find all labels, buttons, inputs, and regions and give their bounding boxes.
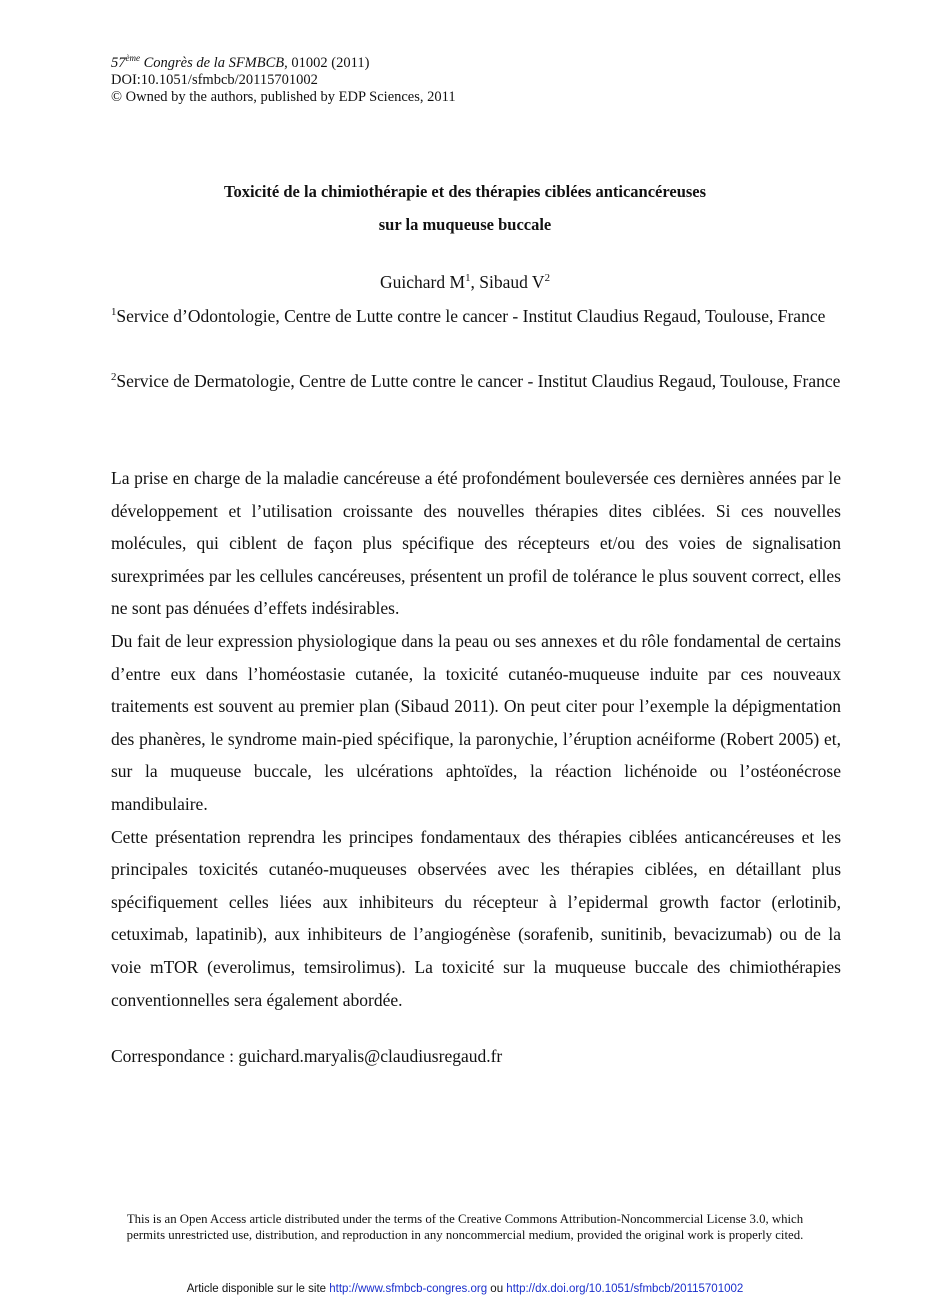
affiliation-2-mark: 2 [111,370,117,383]
paper-title [0,175,930,241]
title-line-2: sur la muqueuse buccale [378,215,552,234]
footer-prefix: Article disponible sur le site [186,1283,330,1295]
affiliation-2-text: Service de Dermatologie, Centre de Lutte contre le cancer - Institut Claudius Regaud, Toulouse, France [116,371,841,391]
license-notice [0,1211,930,1243]
license-line-1: This is an Open Access article distributed under the terms of the Creative Commons Attribution-Noncommercial License 3.0, which [126,1212,804,1226]
venue-ordinal: ème [125,52,140,63]
copyright: © Owned by the authors, published by EDP Sciences, 2011 [111,89,456,105]
author-list [0,270,930,294]
availability-footer [0,1281,930,1297]
affiliation-2 [111,365,841,398]
body-paragraph-3: Cette présentation reprendra les principes fondamentaux des thérapies ciblées anticancéreuses et les principales toxicités cutanéo-muqueuses observées avec les thérapies ciblées, en détaillant plus spécifiquement celles liées aux inhibiteurs du récepteur à l’epidermal growth factor (erlotinib, cetuximab, lapatinib), aux inhibiteurs de l’angiogénèse (sorafenib, sunitinib, bevacizumab) ou de la voie mTOR (everolimus, temsirolimus). La toxicité sur la muqueuse buccale des chimiothérapies conventionnelles sera également abordée. [111,826,841,1010]
author-2-affiliation-mark: 2 [544,271,550,284]
venue-number: 57 [111,55,126,71]
publication-header [111,52,456,106]
venue-title: Congrès de la SFMBCB [139,55,285,71]
title-line-1: Toxicité de la chimiothérapie et des thérapies ciblées anticancéreuses [223,182,707,201]
doi-link[interactable]: http://dx.doi.org/10.1051/sfmbcb/20115701002 [506,1283,744,1295]
author-1-name: Guichard M [380,272,466,292]
affiliation-1-text: Service d’Odontologie, Centre de Lutte contre le cancer - Institut Claudius Regaud, Toulouse, France [116,306,826,326]
author-1-affiliation-mark: 1 [465,271,471,284]
affiliation-1-mark: 1 [111,305,117,318]
sfmbcb-site-link[interactable]: http://www.sfmbcb-congres.org [329,1283,488,1295]
venue-reference: , 01002 (2011) [284,55,370,71]
body-paragraph-1: La prise en charge de la maladie cancéreuse a été profondément bouleversée ces dernières années par le développement et l’utilisation croissante des nouvelles thérapies dites ciblées. Si ces nouvelles molécules, qui ciblent de façon plus spécifique des récepteurs et/ou des voies de signalisation surexprimées par les cellules cancéreuses, présentent un profil de tolérance le plus souvent correct, elles ne sont pas dénuées d’effets indésirables. [111,468,841,619]
body-paragraph-2: Du fait de leur expression physiologique dans la peau ou ses annexes et du rôle fondamental de certains d’entre eux dans l’homéostasie cutanée, la toxicité cutanéo-muqueuse induite par ces nouveaux traitements est souvent au premier plan (Sibaud 2011). On peut citer pour l’exemple la dépigmentation des phanères, le syndrome main-pied spécifique, la paronychie, l’éruption acnéiforme (Robert 2005) et, sur la muqueuse buccale, les ulcérations aphtoïdes, la réaction lichénoide ou l’ostéonécrose mandibulaire. [111,630,841,814]
abstract-body [111,462,841,1016]
venue-name [111,52,285,71]
author-2-name: , Sibaud V [470,272,545,292]
venue-line [111,52,456,72]
doi: DOI:10.1051/sfmbcb/20115701002 [111,72,318,88]
affiliation-1 [111,300,841,333]
correspondence: Correspondance : guichard.maryalis@claudiusregaud.fr [111,1046,503,1066]
footer-separator: ou [487,1283,507,1295]
license-line-2: permits unrestricted use, distribution, and reproduction in any noncommercial medium, provided the original work is properly cited. [126,1228,804,1242]
